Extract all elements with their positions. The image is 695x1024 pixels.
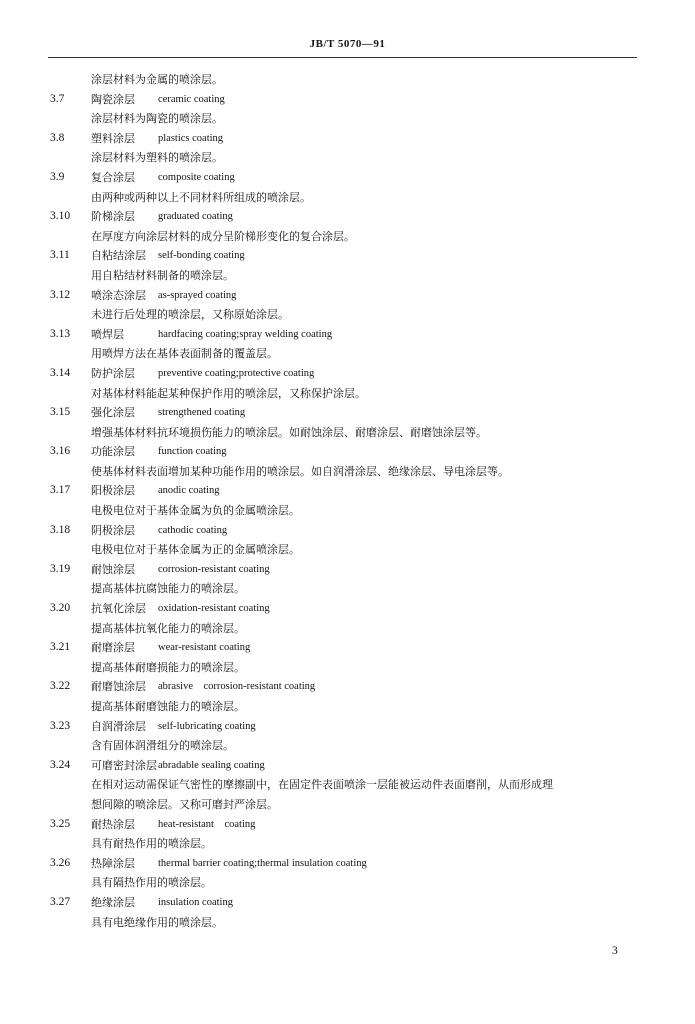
term-definition: 在相对运动需保证气密性的摩擦副中，在固定件表面喷涂一层能被运动件表面磨削，从而形成理 (91, 778, 553, 792)
term-definition: 电极电位对于基体金属为正的金属喷涂层。 (91, 543, 300, 557)
term-english: self-bonding coating (158, 250, 245, 262)
term-english: ceramic coating (158, 93, 225, 105)
term-english: hardfacing coating;spray welding coating (158, 328, 333, 340)
term-definition: 对基体材料能起某种保护作用的喷涂层，又称保护涂层。 (91, 386, 366, 400)
page-header (0, 38, 695, 50)
term-heading (0, 599, 695, 619)
term-number: 3.10 (50, 210, 71, 223)
term-number: 3.7 (50, 92, 65, 105)
term-heading (0, 207, 695, 227)
term-definition: 具有电绝缘作用的喷涂层。 (91, 915, 223, 929)
term-definition: 想间隙的喷涂层。又称可磨封严涂层。 (91, 797, 278, 811)
term-number: 3.22 (50, 680, 71, 693)
term-entry (0, 246, 695, 285)
term-english: graduated coating (158, 211, 233, 223)
term-heading (0, 442, 695, 462)
term-english: wear-resistant coating (158, 642, 251, 654)
term-definition: 增强基体材料抗环境损伤能力的喷涂层。如耐蚀涂层、耐磨涂层、耐磨蚀涂层等。 (91, 425, 487, 439)
term-number: 3.27 (50, 895, 71, 908)
term-definition: 在厚度方向涂层材料的成分呈阶梯形变化的复合涂层。 (91, 229, 355, 243)
term-entry (0, 442, 695, 481)
term-heading (0, 638, 695, 658)
term-number: 3.11 (50, 249, 70, 262)
term-entry (0, 560, 695, 599)
term-number: 3.19 (50, 562, 71, 575)
term-entry (0, 638, 695, 677)
term-number: 3.16 (50, 445, 71, 458)
continuation-text: 涂层材料为金属的喷涂层。 (91, 73, 223, 86)
term-chinese: 复合涂层 (91, 170, 135, 184)
term-number: 3.13 (50, 327, 71, 340)
term-heading (0, 403, 695, 423)
term-chinese: 绝缘涂层 (91, 895, 135, 909)
term-chinese: 塑料涂层 (91, 131, 135, 145)
term-chinese: 阳极涂层 (91, 484, 135, 498)
term-chinese: 热障涂层 (91, 856, 135, 870)
term-english: oxidation-resistant coating (158, 603, 270, 615)
term-entry (0, 168, 695, 207)
term-definition: 电极电位对于基体金属为负的金属喷涂层。 (91, 504, 300, 518)
standard-code: JB/T 5070—91 (309, 38, 386, 50)
term-entry (0, 364, 695, 403)
term-chinese: 自粘结涂层 (91, 249, 146, 263)
term-entry (0, 286, 695, 325)
term-chinese: 耐磨涂层 (91, 641, 135, 655)
term-number: 3.14 (50, 366, 71, 379)
term-chinese: 耐热涂层 (91, 817, 135, 831)
term-english: composite coating (158, 171, 235, 183)
term-entry (0, 325, 695, 364)
term-entry (0, 207, 695, 246)
term-number: 3.9 (50, 170, 65, 183)
term-entry (0, 815, 695, 854)
document-body (0, 70, 695, 932)
term-heading (0, 90, 695, 110)
term-definition: 含有固体润滑组分的喷涂层。 (91, 739, 234, 753)
term-english: anodic coating (158, 485, 220, 497)
term-chinese: 强化涂层 (91, 406, 135, 420)
term-heading (0, 129, 695, 149)
term-entry (0, 481, 695, 520)
term-heading (0, 854, 695, 874)
term-definition: 提高基体耐磨蚀能力的喷涂层。 (91, 700, 245, 713)
term-definition: 具有耐热作用的喷涂层。 (91, 837, 212, 851)
term-heading (0, 286, 695, 306)
term-definition: 提高基体抗氧化能力的喷涂层。 (91, 621, 245, 635)
header-rule (48, 57, 637, 58)
term-entry (0, 717, 695, 756)
term-number: 3.8 (50, 131, 65, 144)
term-definition: 提高基体耐磨损能力的喷涂层。 (91, 660, 245, 674)
term-definition: 涂层材料为陶瓷的喷涂层。 (91, 112, 223, 126)
term-chinese: 耐蚀涂层 (91, 562, 135, 576)
term-entry (0, 599, 695, 638)
term-heading (0, 756, 695, 776)
term-heading (0, 893, 695, 913)
term-english: cathodic coating (158, 524, 228, 536)
term-chinese: 阴极涂层 (91, 523, 135, 537)
term-definition: 用自粘结材料制备的喷涂层。 (91, 268, 234, 282)
term-chinese: 可磨密封涂层 (91, 758, 157, 772)
term-english: as-sprayed coating (158, 289, 237, 301)
term-english: preventive coating;protective coating (158, 367, 315, 379)
term-english: self-lubricating coating (158, 720, 256, 732)
term-english: strengthened coating (158, 407, 246, 419)
term-english: function coating (158, 446, 227, 458)
term-entry (0, 893, 695, 932)
term-heading (0, 168, 695, 188)
term-chinese: 陶瓷涂层 (91, 92, 135, 106)
term-definition: 提高基体抗腐蚀能力的喷涂层。 (91, 582, 245, 596)
term-number: 3.17 (50, 484, 71, 497)
term-number: 3.25 (50, 817, 71, 830)
term-number: 3.20 (50, 602, 71, 615)
term-heading (0, 717, 695, 737)
term-english: insulation coating (158, 896, 233, 908)
term-heading (0, 677, 695, 697)
term-english: abradable sealing coating (158, 759, 265, 771)
term-english: plastics coating (158, 132, 224, 144)
term-number: 3.18 (50, 523, 71, 536)
term-definition: 涂层材料为塑料的喷涂层。 (91, 151, 223, 165)
term-english: corrosion-resistant coating (158, 563, 270, 575)
term-entry (0, 756, 695, 815)
term-entry (0, 521, 695, 560)
term-number: 3.24 (50, 758, 71, 771)
term-definition: 未进行后处理的喷涂层，又称原始涂层。 (91, 308, 289, 322)
term-chinese: 抗氧化涂层 (91, 602, 146, 616)
term-number: 3.21 (50, 641, 71, 654)
term-heading (0, 325, 695, 345)
term-english: thermal barrier coating;thermal insulation coating (158, 857, 367, 869)
term-entry (0, 90, 695, 129)
term-number: 3.23 (50, 719, 71, 732)
term-number: 3.15 (50, 406, 71, 419)
term-definition: 用喷焊方法在基体表面制备的覆盖层。 (91, 347, 278, 361)
term-definition: 由两种或两种以上不同材料所组成的喷涂层。 (91, 190, 311, 204)
term-chinese: 喷焊层 (91, 327, 124, 341)
term-english: abrasive corrosion-resistant coating (158, 681, 316, 693)
term-definition: 具有隔热作用的喷涂层。 (91, 876, 212, 890)
term-entry (0, 403, 695, 442)
term-entry (0, 677, 695, 716)
page-number: 3 (612, 945, 618, 957)
term-chinese: 耐磨蚀涂层 (91, 680, 146, 694)
term-entry (0, 854, 695, 893)
term-heading (0, 521, 695, 541)
term-chinese: 阶梯涂层 (91, 210, 135, 224)
term-definition: 使基体材料表面增加某种功能作用的喷涂层。如自润滑涂层、绝缘涂层、导电涂层等。 (91, 464, 509, 478)
term-chinese: 喷涂态涂层 (91, 288, 146, 302)
term-number: 3.26 (50, 856, 71, 869)
term-chinese: 防护涂层 (91, 366, 135, 380)
term-heading (0, 364, 695, 384)
term-heading (0, 815, 695, 835)
term-heading (0, 560, 695, 580)
term-entry (0, 129, 695, 168)
term-heading (0, 246, 695, 266)
term-chinese: 功能涂层 (91, 445, 135, 459)
term-chinese: 自润滑涂层 (91, 719, 146, 733)
term-number: 3.12 (50, 288, 71, 301)
term-heading (0, 481, 695, 501)
term-english: heat-resistant coating (158, 818, 256, 830)
